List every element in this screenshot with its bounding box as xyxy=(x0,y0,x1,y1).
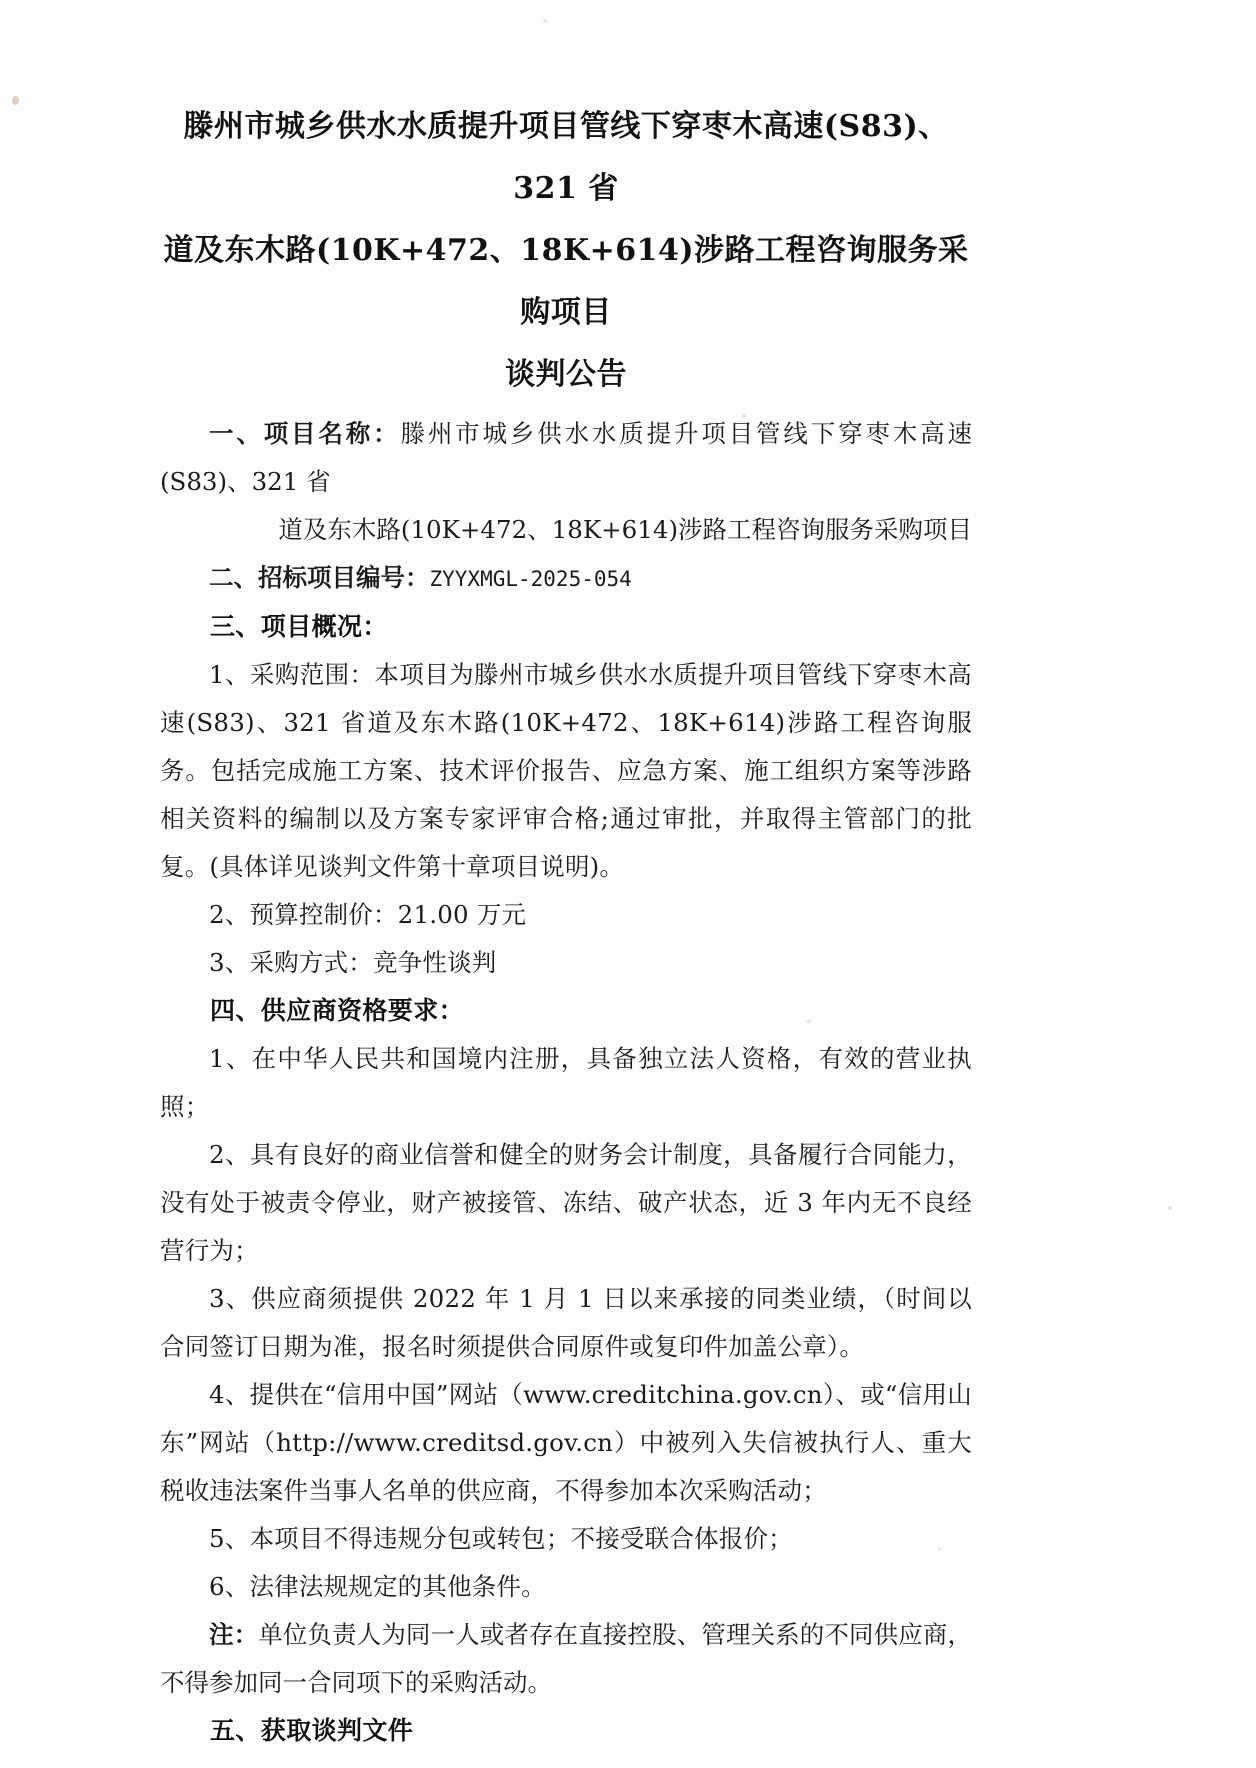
qualification-item-4: 4、提供在“信用中国”网站（www.creditchina.gov.cn）、或“信用山东”网站（http://www.creditsd.gov.cn）中被列入失信被执行人、重大税收违法案件当事人名单的供应商，不得参加本次采购活动； xyxy=(160,1380,972,1505)
document-body xyxy=(160,96,972,1755)
page-title xyxy=(160,96,972,406)
title-line-3: 谈判公告 xyxy=(505,357,627,392)
section-project-name-label: 一、项目名称： xyxy=(209,419,401,448)
qualification-note-text: 单位负责人为同一人或者存在直接控股、管理关系的不同供应商，不得参加同一合同项下的采购活动。 xyxy=(160,1620,972,1697)
section-heading-overview: 三、项目概况： xyxy=(210,612,388,641)
scan-artifact xyxy=(12,96,19,105)
overview-item-scope: 1、采购范围：本项目为滕州市城乡供水水质提升项目管线下穿枣木高速(S83)、321 省道及东木路(10K+472、18K+614)涉路工程咨询服务。包括完成施工方案、技术评价报告、应急方案、施工组织方案等涉路相关资料的编制以及方案专家评审合格;通过审批，并取得主管部门的批复。(具体详见谈判文件第十章项目说明)。 xyxy=(160,660,972,881)
qualification-note xyxy=(160,1611,972,1707)
title-line-1: 滕州市城乡供水水质提升项目管线下穿枣木高速(S83)、321 省 xyxy=(183,109,949,206)
section-project-name-value-cont: 道及东木路(10K+472、18K+614)涉路工程咨询服务采购项目 xyxy=(278,515,972,544)
qualification-note-label: 注： xyxy=(209,1620,259,1649)
qualification-item-6: 6、法律法规规定的其他条件。 xyxy=(209,1572,546,1601)
overview-item-budget: 2、预算控制价：21.00 万元 xyxy=(209,900,527,929)
scan-artifact xyxy=(1168,1206,1172,1210)
section-project-number xyxy=(160,554,972,603)
project-number-value: ZYYXMGL-2025-054 xyxy=(429,567,632,591)
title-line-2: 道及东木路(10K+472、18K+614)涉路工程咨询服务采购项目 xyxy=(163,233,969,330)
scan-artifact xyxy=(543,19,548,23)
qualification-item-2: 2、具有良好的商业信誉和健全的财务会计制度，具备履行合同能力，没有处于被责令停业，财产被接管、冻结、破产状态，近 3 年内无不良经营行为； xyxy=(160,1140,972,1265)
qualification-item-5: 5、本项目不得违规分包或转包；不接受联合体报价； xyxy=(209,1524,793,1553)
section-project-number-label: 二、招标项目编号： xyxy=(209,563,430,592)
qualification-item-3: 3、供应商须提供 2022 年 1 月 1 日以来承接的同类业绩，（时间以合同签订日期为准，报名时须提供合同原件或复印件加盖公章）。 xyxy=(160,1284,972,1361)
section-heading-qualifications: 四、供应商资格要求： xyxy=(210,996,465,1025)
overview-item-method: 3、采购方式：竞争性谈判 xyxy=(209,948,497,977)
section-project-name xyxy=(160,410,972,506)
section-heading-obtain-documents: 五、获取谈判文件 xyxy=(210,1716,414,1745)
qualification-item-1: 1、在中华人民共和国境内注册，具备独立法人资格，有效的营业执照； xyxy=(160,1044,972,1121)
section-project-name-value: 滕州市城乡供水水质提升项目管线下穿枣木高速(S83)、321 省 xyxy=(160,419,973,496)
